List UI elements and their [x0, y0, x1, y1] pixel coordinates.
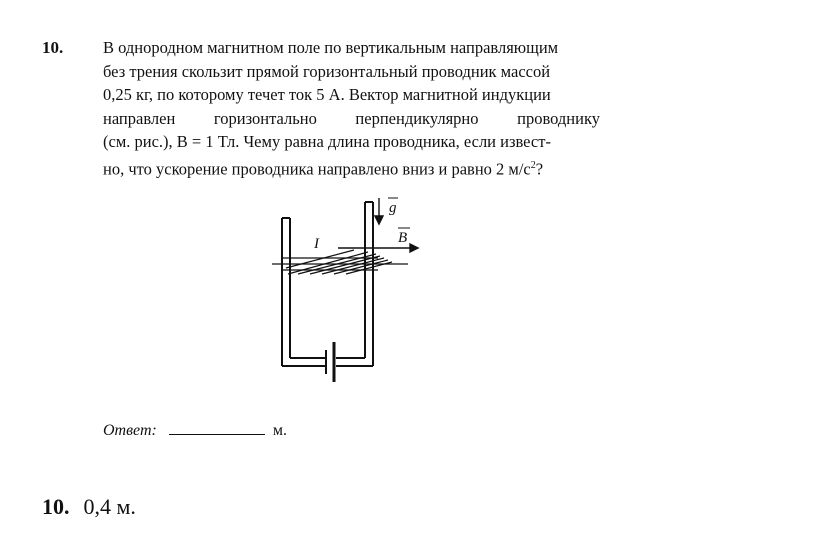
problem-line-6-text: но, что ускорение проводника направлено вниз и равно 2 м/с [103, 159, 531, 179]
label-B: B [398, 230, 408, 246]
left-rail [282, 218, 290, 366]
conductor-bar [272, 250, 408, 274]
problem-number: 10. [42, 38, 64, 57]
solution-value: 0,4 м. [83, 494, 136, 519]
bottom-wires [282, 358, 373, 366]
answer-label: Ответ: [103, 422, 157, 439]
problem-line-5: (см. рис.), B = 1 Тл. Чему равна длина проводника, если извест- [103, 132, 551, 152]
gravity-arrow [375, 198, 383, 224]
problem-line-4: направлен горизонтально перпендикулярно проводнику [103, 108, 600, 128]
battery-symbol [326, 342, 334, 382]
answer-unit: м. [272, 422, 287, 439]
superscript-2: 2 [530, 159, 536, 171]
problem-line-2: без трения скользит прямой горизонтальный проводник массой [103, 61, 551, 81]
answer-blank[interactable] [169, 420, 265, 435]
question-mark: ? [535, 159, 544, 179]
problem-line-6 [103, 154, 600, 181]
solution-number: 10. [42, 494, 70, 519]
right-rail [365, 202, 373, 366]
circuit-diagram [268, 190, 438, 390]
label-I: I [314, 236, 319, 252]
solution-line [42, 494, 136, 520]
answer-line [103, 420, 287, 440]
problem-line-3: 0,25 кг, по которому течет ток 5 А. Вектор магнитной индукции [103, 85, 551, 105]
problem-text [103, 36, 600, 181]
problem-line-1: В однородном магнитном поле по вертикальным направляющим [103, 38, 559, 57]
label-g: g [389, 200, 397, 216]
circuit-figure [268, 190, 438, 390]
